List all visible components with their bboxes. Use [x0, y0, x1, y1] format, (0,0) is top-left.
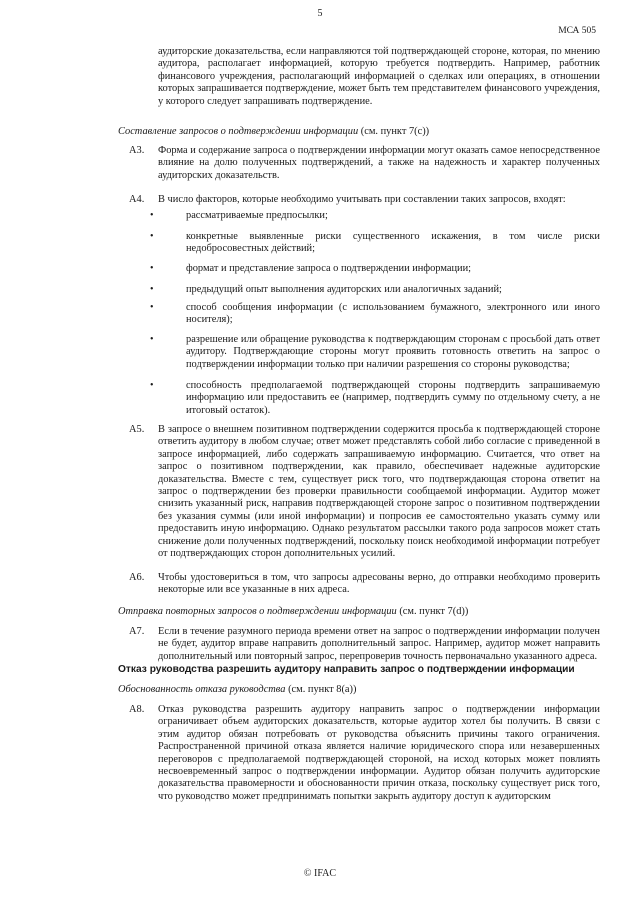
document-id: МСА 505 [558, 26, 596, 36]
paragraph-a7: Если в течение разумного периода времени ответ на запрос о подтверждении информации получен не будет, аудитор вправе направить дополнительный запрос. Например, аудитор может направить дополнительный или повторный запрос, перепроверив точность первоначально указанного адреса. [158, 626, 600, 662]
paragraph-label-a8: А8. [129, 704, 145, 715]
bullet-marker: • [150, 334, 154, 345]
bullet-marker: • [150, 380, 154, 391]
intro-paragraph: аудиторские доказательства, если направляются той подтверждающей стороне, которая, по мнению аудитора, располагает информацией, которую требуется подтвердить. Например, работник финансового учреждения, располагающий информацией о сделках или операциях, в отношении которых запрашивается подтверждение, может быть тем представителем финансового учреждения, у которого следует запрашивать подтверждение. [158, 46, 600, 107]
bullet-marker: • [150, 263, 154, 274]
paragraph-a4: В число факторов, которые необходимо учитывать при составлении таких запросов, входят: [158, 194, 566, 205]
paragraph-label-a6: А6. [129, 572, 145, 583]
bullet-item-1: рассматриваемые предпосылки; [186, 210, 328, 221]
section-heading-refusal: Отказ руководства разрешить аудитору направить запрос о подтверждении информации [118, 664, 575, 675]
paragraph-a5: В запросе о внешнем позитивном подтверждении содержится просьба к подтверждающей стороне ответить аудитору в любом случае; ответ может представлять собой либо согласие с приведенной в запросе информацией, либо содержать запрашиваемую информацию. Считается, что ответ на запрос о позитивном подтверждении, как правило, обеспечивает надежные аудиторские доказательства. Вместе с тем, существует риск того, что подтверждающая сторона ответит на запрос о подтверждении без проверки правильности сообщаемой информации. Аудитор может снизить указанный риск, направив подтверждающей стороне запрос о позитивном подтверждении без указания суммы (или иной информации) и попросив ее самостоятельно указать сумму или предоставить иную информацию. Однако результатом рассылки такого рода запросов может стать снижение доли полученных подтверждений, поскольку поиск необходимой информации потребует от подтверждающих сторон дополнительных усилий. [158, 424, 600, 560]
paragraph-label-a4: А4. [129, 194, 145, 205]
section-heading-followup [118, 606, 468, 618]
section-heading-title: Отправка повторных запросов о подтверждении информации [118, 606, 397, 617]
section-heading-ref: (см. пункт 7(c)) [360, 126, 430, 137]
paragraph-a6: Чтобы удостовериться в том, что запросы адресованы верно, до отправки необходимо проверить некоторые или все указанные в них адреса. [158, 572, 600, 596]
bullet-item-5: способ сообщения информации (с использованием бумажного, электронного или иного носителя); [186, 302, 600, 326]
paragraph-a3: Форма и содержание запроса о подтверждении информации могут оказать самое непосредственное влияние на долю полученных подтверждений, а также на надежность и характер полученных аудиторских доказательств. [158, 145, 600, 181]
section-heading-ref: (см. пункт 8(a)) [288, 684, 357, 695]
bullet-item-6: разрешение или обращение руководства к подтверждающим сторонам с просьбой дать ответ аудитору. Подтверждающие стороны могут проявить готовность ответить на запрос о подтверждении информации только при наличии разрешения со стороны руководства; [186, 334, 600, 370]
paragraph-label-a5: А5. [129, 424, 145, 435]
section-heading-composition [118, 126, 429, 138]
bullet-item-2: конкретные выявленные риски существенного искажения, в том числе риски недобросовестных действий; [186, 231, 600, 255]
copyright-footer: © IFAC [303, 868, 337, 879]
bullet-marker: • [150, 284, 154, 295]
page-number: 5 [317, 8, 323, 19]
bullet-marker: • [150, 231, 154, 242]
section-heading-title: Обоснованность отказа руководства [118, 684, 286, 695]
section-heading-ref: (см. пункт 7(d)) [399, 606, 469, 617]
paragraph-label-a3: А3. [129, 145, 145, 156]
section-heading-justification [118, 684, 356, 696]
bullet-item-3: формат и представление запроса о подтверждении информации; [186, 263, 472, 274]
bullet-item-7: способность предполагаемой подтверждающей стороны подтвердить запрашиваемую информацию или предоставить ее (например, подтвердить сумму по отдельному счету, а не итоговый остаток). [186, 380, 600, 416]
paragraph-label-a7: А7. [129, 626, 145, 637]
bullet-marker: • [150, 210, 154, 221]
paragraph-a8: Отказ руководства разрешить аудитору направить запрос о подтверждении информации ограничивает объем аудиторских доказательств, которые аудитор хотел бы получить. В связи с этим аудитор обязан потребовать от руководства объяснить причины такого ограничения. Распространенной причиной отказа является наличие юридического спора или незавершенных переговоров с предполагаемой подтверждающей стороной, на исход которых может повлиять несвоевременный запрос о подтверждении информации. Аудитор обязан получить аудиторские доказательства правомерности и обоснованности причин отказа, поскольку существует риск того, что руководство может предпринимать попытки закрыть аудитору доступ к аудиторским [158, 704, 600, 802]
section-heading-title: Составление запросов о подтверждении информации [118, 126, 359, 137]
bullet-item-4: предыдущий опыт выполнения аудиторских или аналогичных заданий; [186, 284, 502, 295]
bullet-marker: • [150, 302, 154, 313]
